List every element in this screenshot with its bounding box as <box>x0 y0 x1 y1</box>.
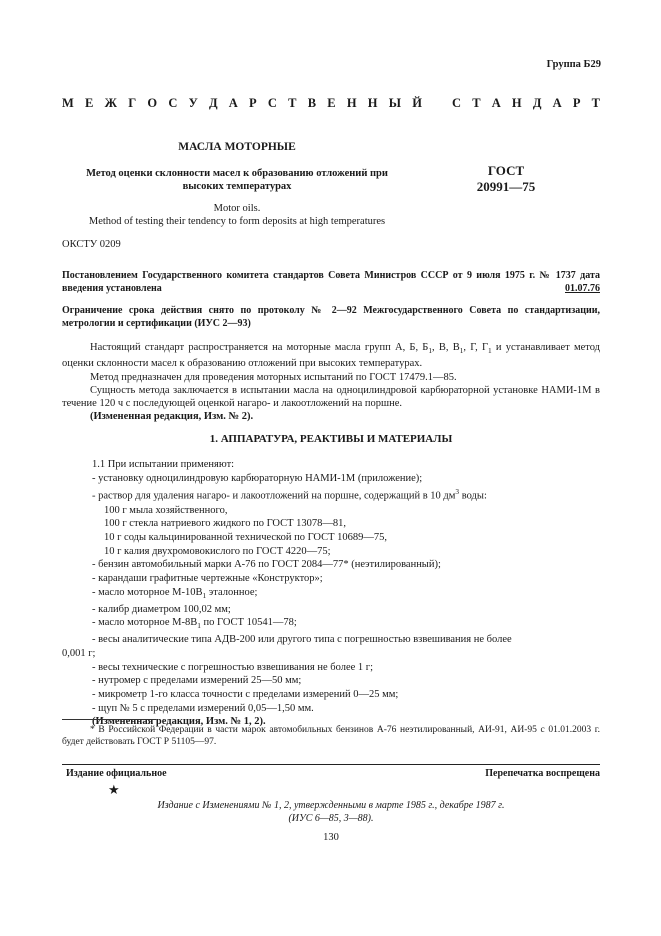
subtitle-line: Метод оценки склонности масел к образованию отложений при <box>86 168 388 179</box>
banner-letter: Т <box>472 96 481 110</box>
banner-word-interstate <box>62 96 422 111</box>
english-title: Motor oils. <box>213 203 261 214</box>
intro-paragraph-essence: Сущность метода заключается в испытании масла на одноцилиндровой карбюраторной установке НАМИ-1М в течение 120 ч с последующей оценкой нагаро- и лакоотложений на поршне. <box>62 384 600 409</box>
banner-letter: М <box>62 96 74 110</box>
banner-letter: О <box>147 96 158 110</box>
list-item: 10 г соды кальцинированной технической по ГОСТ 10689—75, <box>104 532 388 544</box>
edition-line: Издание с Изменениями № 1, 2, утвержденными в марте 1985 г., декабре 1987 г. <box>157 800 505 811</box>
banner-word-standard <box>452 96 600 111</box>
banner-letter: Д <box>208 96 218 110</box>
list-item: - нутромер с пределами измерений 25—50 мм; <box>92 675 302 687</box>
list-item: 100 г стекла натриевого жидкого по ГОСТ 13078—81, <box>104 518 347 530</box>
list-item: - масло моторное $М-10В_1$ эталонное; <box>92 586 258 600</box>
list-item: - масло моторное $М-8В_1$ по ГОСТ 10541—78; <box>92 617 297 631</box>
banner-letter: Н <box>367 96 378 110</box>
banner-letter: А <box>491 96 501 110</box>
list-item: - весы технические с погрешностью взвешивания не более 1 г; <box>92 661 374 673</box>
list-item: 10 г калия двухромовокислого по ГОСТ 4220—75; <box>104 545 331 557</box>
star-icon: ★ <box>108 782 120 797</box>
banner-letter: Й <box>412 96 422 110</box>
gost-code: 20991—75 <box>476 179 536 194</box>
document-subtitle <box>62 167 412 193</box>
banner-letter: В <box>307 96 317 110</box>
list-item-continuation: 0,001 г; <box>62 647 96 659</box>
banner-letter: Н <box>346 96 357 110</box>
gost-number <box>446 163 566 195</box>
list-item: - карандаши графитные чертежные «Конструктор»; <box>92 573 323 585</box>
standard-banner <box>62 96 600 111</box>
revision-note: (Измененная редакция, Изм. № 1, 2). <box>92 716 266 728</box>
intro-paragraph-purpose: Метод предназначен для проведения моторных испытаний по ГОСТ 17479.1—85. <box>90 371 457 383</box>
validity-limit-note: Ограничение срока действия снято по протоколу № 2—92 Межгосударственного Совета по стандартизации, метрологии и сертификации (ИУС 2—93) <box>62 305 600 329</box>
edition-line: (ИУС 6—85, 3—88). <box>288 812 374 824</box>
list-item: - микрометр 1-го класса точности с пределами измерений 0—25 мм; <box>92 688 399 700</box>
banner-letter: Д <box>532 96 542 110</box>
resolution-text: Постановлением Государственного комитета стандартов Совета Министров СССР от 9 июля 1975 г. № 1737 дата введения установлена <box>62 270 600 294</box>
intro-paragraph-scope: Настоящий стандарт распространяется на моторные масла групп А, Б, $Б_1$, В, $В_1$, Г, $Г_1$ и устанавливает метод оценки склонности масел к образованию отложений при высоких температурах. <box>62 342 600 370</box>
banner-letter: С <box>267 96 277 110</box>
banner-letter: Г <box>128 96 137 110</box>
banner-letter: Т <box>591 96 600 110</box>
section-heading: 1. АППАРАТУРА, РЕАКТИВЫ И МАТЕРИАЛЫ <box>209 433 453 445</box>
subtitle-line: высоких температурах <box>182 181 292 192</box>
reprint-prohibited-label: Перепечатка воспрещена <box>485 768 600 779</box>
intro-section <box>62 341 600 423</box>
banner-letter: С <box>452 96 462 110</box>
list-item: - установку одноцилиндровую карбюраторную НАМИ-1М (приложение); <box>92 472 423 484</box>
okstu-code: ОКСТУ 0209 <box>62 239 121 250</box>
introduction-date: 01.07.76 <box>565 282 600 294</box>
list-item: - калибр диаметром 100,02 мм; <box>92 603 231 615</box>
footnote-divider <box>62 719 156 720</box>
banner-letter: Ы <box>388 96 402 110</box>
page-number: 130 <box>323 832 339 843</box>
banner-letter: Т <box>288 96 297 110</box>
revision-note: (Измененная редакция, Изм. № 2). <box>90 411 254 423</box>
footer-rule <box>62 764 600 765</box>
gost-label: ГОСТ <box>487 163 525 178</box>
document-title: МАСЛА МОТОРНЫЕ <box>178 141 296 153</box>
banner-letter: А <box>228 96 238 110</box>
banner-letter: Н <box>511 96 522 110</box>
banner-letter: Р <box>249 96 257 110</box>
footnote: * В Российской Федерации в части марок автомобильных бензинов А-76 неэтилированный, АИ-91, АИ-95 с 01.01.2003 г. будет действовать ГОСТ Р 51105—97. <box>62 725 600 747</box>
list-item: 1.1 При испытании применяют: <box>92 459 235 470</box>
list-item: 100 г мыла хозяйственного, <box>104 504 228 516</box>
banner-letter: Ж <box>104 96 117 110</box>
list-item: - весы аналитические типа АДВ-200 или другого типа с погрешностью взвешивания не более <box>92 634 512 646</box>
list-item: - раствор для удаления нагаро- и лакоотложений на поршне, содержащий в 10 $дм^3$ воды: <box>92 487 487 502</box>
group-code: Группа Б29 <box>546 59 601 70</box>
banner-letter: Е <box>85 96 94 110</box>
banner-letter: У <box>188 96 198 110</box>
banner-letter: Е <box>327 96 336 110</box>
banner-letter: С <box>168 96 178 110</box>
list-item: - щуп № 5 с пределами измерений 0,05—1,50 мм. <box>92 702 314 714</box>
banner-letter: А <box>552 96 562 110</box>
equipment-list <box>62 458 600 729</box>
edition-note <box>62 800 600 825</box>
english-subtitle: Method of testing their tendency to form deposits at high temperatures <box>88 216 386 227</box>
official-edition-label: Издание официальное <box>66 768 167 779</box>
banner-letter: Р <box>572 96 581 110</box>
list-item: - бензин автомобильный марки А-76 по ГОСТ 2084—77* (неэтилированный); <box>92 559 441 571</box>
